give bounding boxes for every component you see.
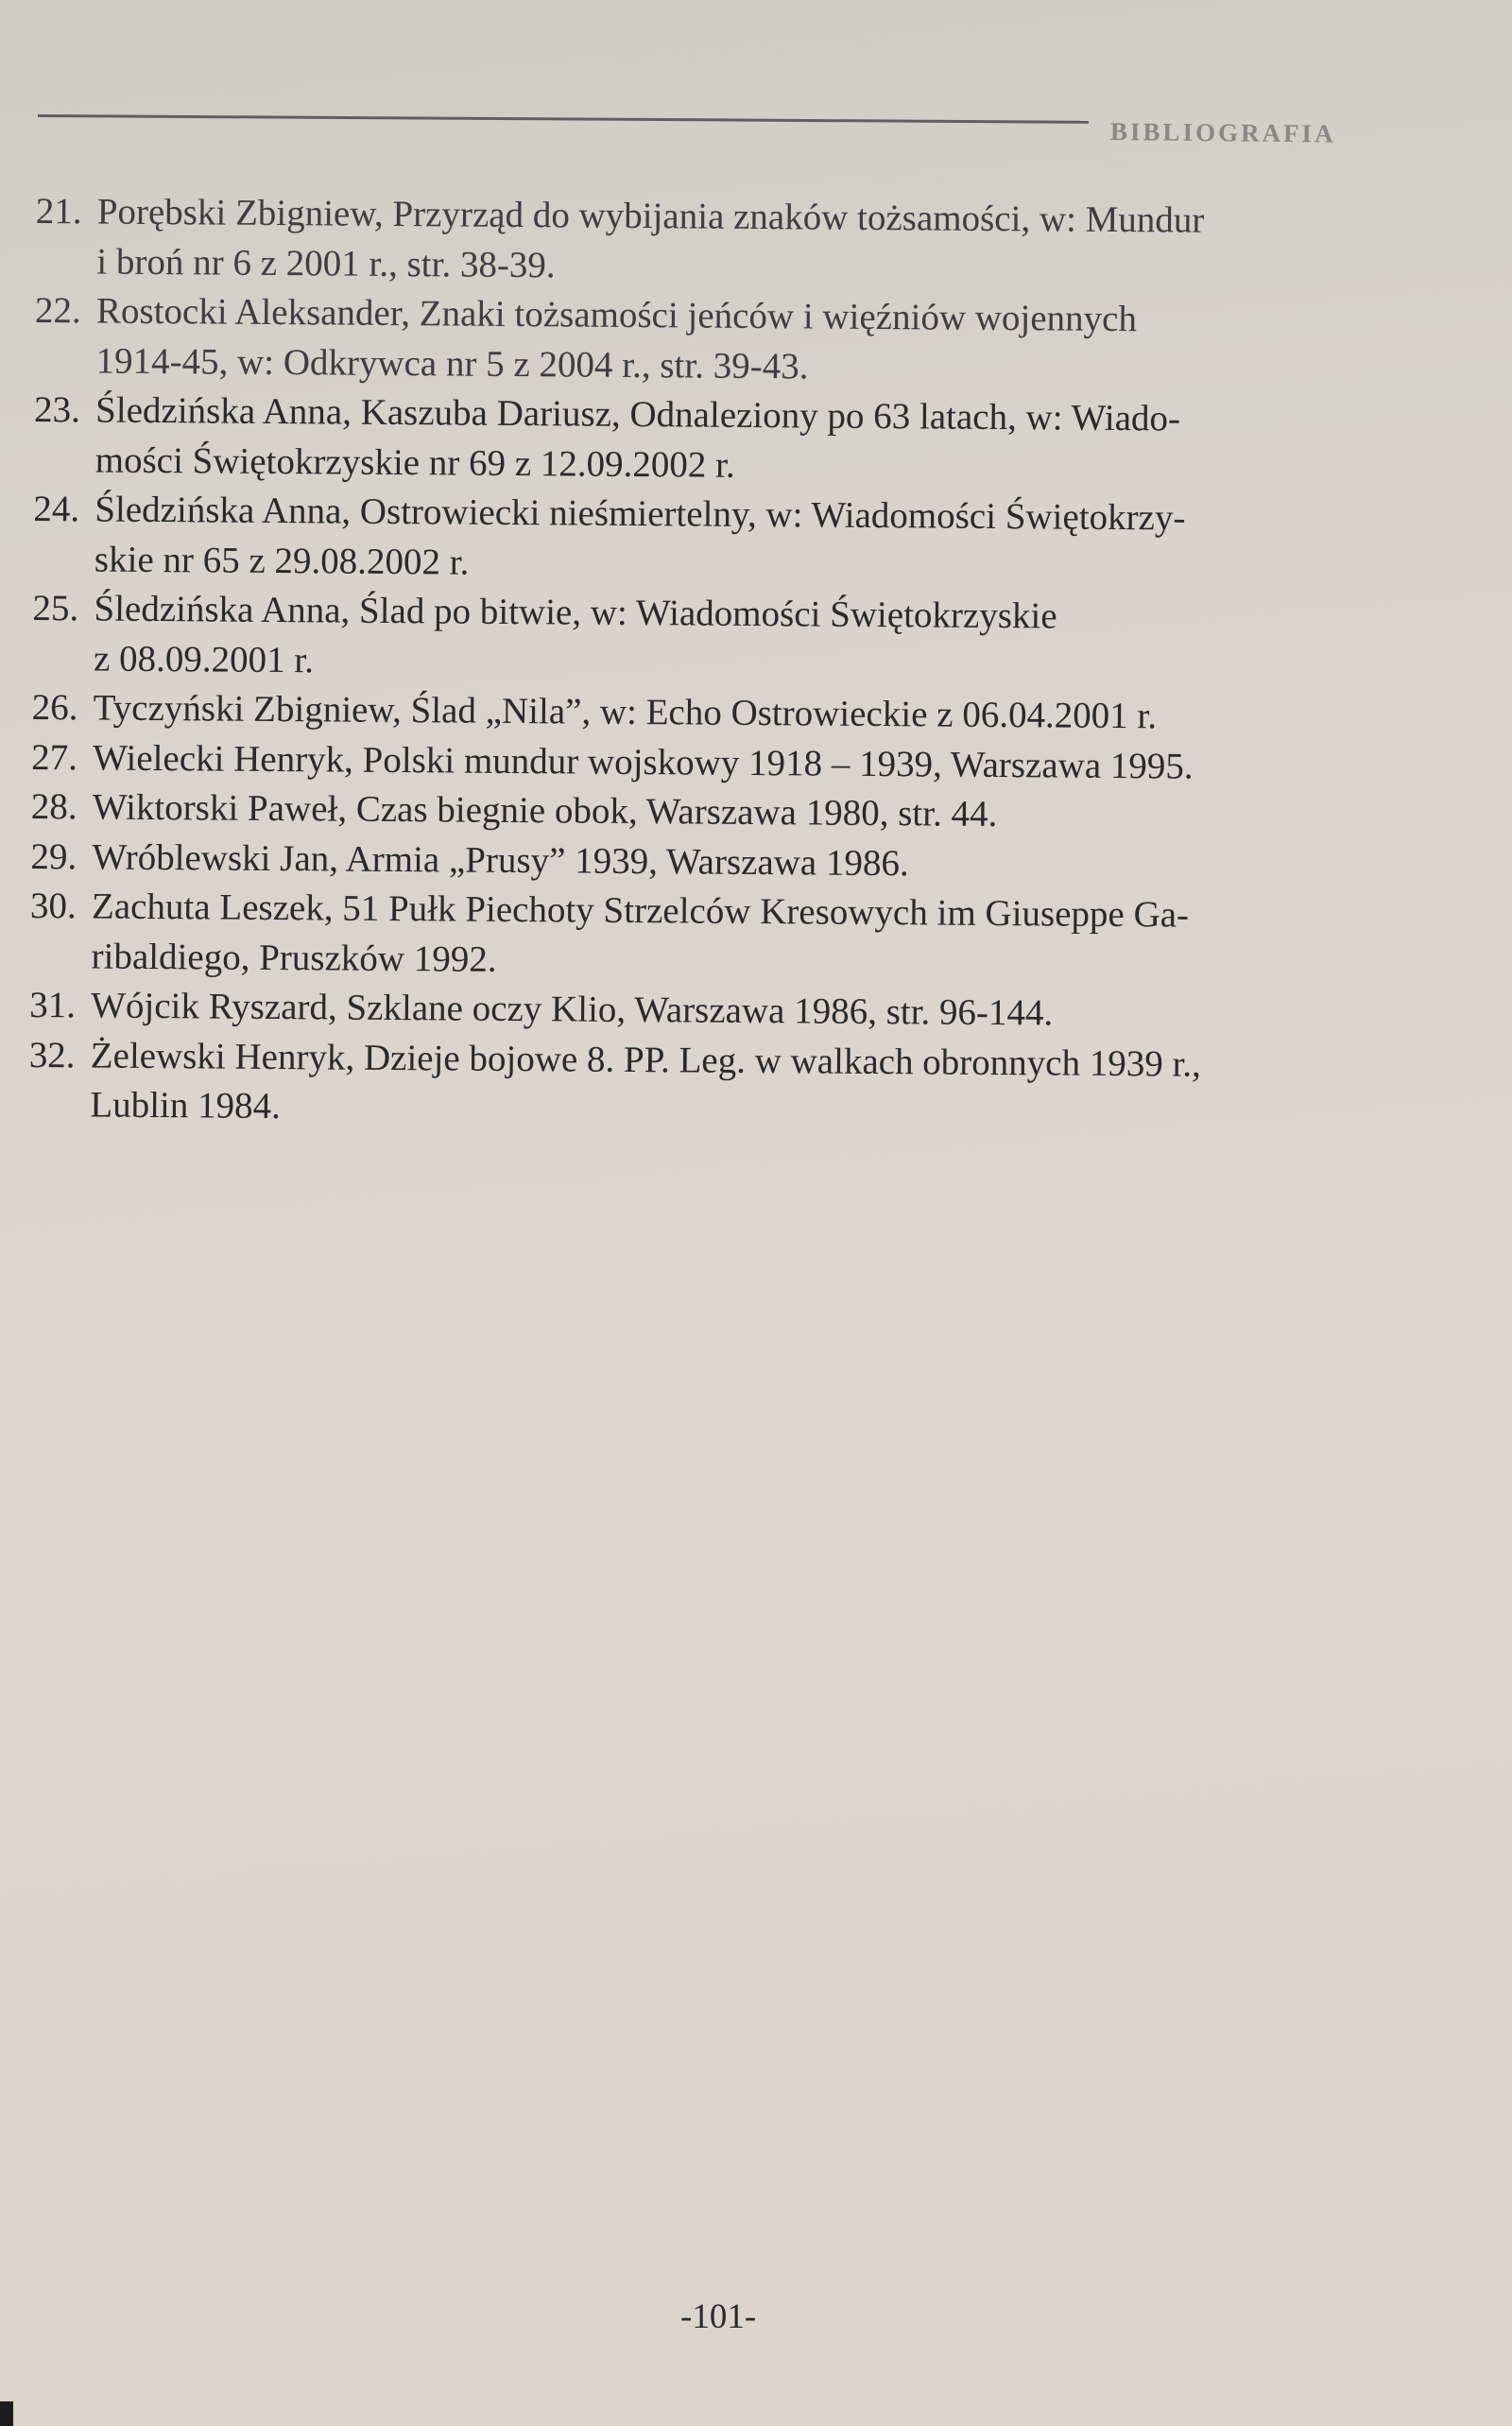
bibliography-entry (33, 485, 1357, 594)
header-rule (38, 114, 1089, 124)
entry-text-line: Śledzińska Anna, Ślad po bitwie, w: Wiadomości Świętokrzyskie (94, 588, 1057, 637)
entry-text-line: 1914-45, w: Odkrywca nr 5 z 2004 r., str. 39-43. (95, 340, 809, 387)
entry-text-line: Lublin 1984. (90, 1084, 282, 1127)
entry-number: 29. (30, 835, 77, 877)
entry-number: 28. (30, 785, 77, 828)
entry-text-line: Wójcik Ryszard, Szklane oczy Klio, Warszawa 1986, str. 96-144. (91, 985, 1054, 1034)
entry-number: 26. (31, 686, 78, 729)
entry-number: 27. (31, 736, 78, 778)
entry-text-line: i broń nr 6 z 2001 r., str. 38-39. (96, 241, 556, 285)
entry-text-line: ribaldiego, Pruszków 1992. (91, 935, 497, 980)
running-head: BIBLIOGRAFIA (1109, 117, 1336, 148)
entry-text-line: z 08.09.2001 r. (93, 637, 315, 680)
entry-text-line: mości Świętokrzyskie nr 69 z 12.09.2002 r. (94, 439, 735, 486)
page-edge-shadow (0, 2401, 13, 2426)
entry-number: 31. (29, 984, 77, 1026)
bibliography-entry (28, 1030, 1352, 1140)
entry-number: 23. (33, 388, 81, 431)
bibliography-entry (32, 584, 1356, 694)
entry-number: 30. (29, 885, 77, 927)
entry-text-line: Zachuta Leszek, 51 Pułk Piechoty Strzelców Kresowych im Giuseppe Ga- (91, 886, 1190, 936)
bibliography-entry (34, 286, 1358, 396)
entry-text-line: Śledzińska Anna, Ostrowiecki nieśmiertelny, w: Wiadomości Świętokrzy- (94, 489, 1186, 539)
bibliography-list (28, 187, 1359, 1140)
entry-number: 32. (28, 1034, 76, 1075)
page-number: -101- (680, 2297, 757, 2336)
entry-number: 24. (33, 488, 80, 530)
entry-text-line: Żelewski Henryk, Dzieje bojowe 8. PP. Leg. w walkach obronnych 1939 r., (90, 1034, 1202, 1085)
entry-text-line: Wielecki Henryk, Polski mundur wojskowy 1918 – 1939, Warszawa 1995. (93, 736, 1194, 787)
entry-text-line: Śledzińska Anna, Kaszuba Dariusz, Odnaleziony po 63 latach, w: Wiado- (94, 389, 1181, 439)
entry-text-line: Tyczyński Zbigniew, Ślad „Nila”, w: Echo Ostrowieckie z 06.04.2001 r. (93, 687, 1158, 737)
entry-text-line: Wiktorski Paweł, Czas biegnie obok, Warszawa 1980, str. 44. (92, 786, 998, 835)
bibliography-entry (29, 882, 1353, 991)
bibliography-entry (35, 187, 1359, 297)
entry-text-line: Wróblewski Jan, Armia „Prusy” 1939, Warszawa 1986. (92, 835, 909, 884)
entry-text-line: Rostocki Aleksander, Znaki tożsamości jeńców i więźniów wojennych (95, 290, 1138, 340)
entry-text-line: Porębski Zbigniew, Przyrząd do wybijania znaków tożsamości, w: Mundur (96, 191, 1205, 241)
bibliography-entry (34, 386, 1358, 495)
entry-number: 22. (34, 289, 81, 332)
entry-text-line: skie nr 65 z 29.08.2002 r. (94, 538, 470, 583)
entry-number: 21. (35, 190, 82, 232)
entry-number: 25. (32, 587, 79, 629)
